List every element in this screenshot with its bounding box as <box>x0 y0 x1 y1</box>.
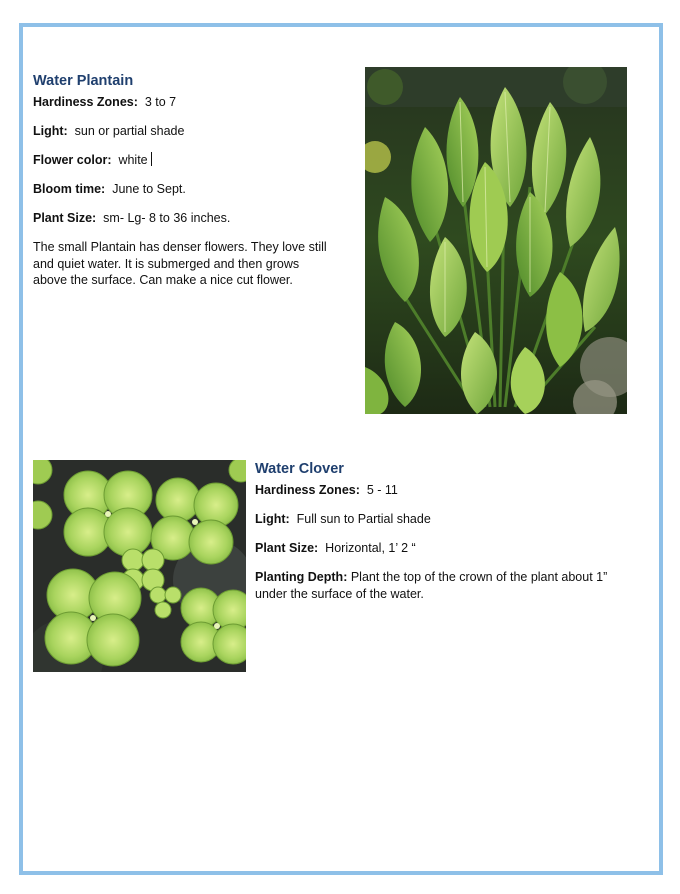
text-cursor <box>151 152 152 166</box>
plantain-hardiness-label: Hardiness Zones: <box>33 95 138 109</box>
plantain-bloom-time <box>33 181 186 197</box>
clover-plant-size <box>255 540 416 556</box>
clover-depth-label: Planting Depth: <box>255 570 348 584</box>
plantain-bloom-label: Bloom time: <box>33 182 106 196</box>
plantain-flower-value: white <box>118 153 148 167</box>
plantain-flower-color <box>33 152 152 168</box>
plantain-hardiness-value: 3 to 7 <box>144 95 177 109</box>
clover-depth-value-line2: under the surface of the water. <box>255 586 424 601</box>
plantain-hardiness <box>33 94 176 110</box>
clover-light-value: Full sun to Partial shade <box>296 512 431 526</box>
clover-size-label: Plant Size: <box>255 541 319 555</box>
plantain-bloom-value: June to Sept. <box>112 182 186 196</box>
clover-size-value: Horizontal, 1’ 2 “ <box>325 541 416 555</box>
plantain-light-value: sun or partial shade <box>74 124 185 138</box>
water-clover-photo <box>33 460 246 672</box>
plantain-plant-size <box>33 210 230 226</box>
clover-hardiness-label: Hardiness Zones: <box>255 483 360 497</box>
water-plantain-photo <box>365 67 627 414</box>
plantain-light-label: Light: <box>33 124 68 138</box>
clover-depth-value-line1: Plant the top of the crown of the plant about 1” <box>350 570 608 584</box>
plantain-description-line3: above the surface. Can make a nice cut flower. <box>33 273 293 287</box>
plantain-size-label: Plant Size: <box>33 211 97 225</box>
plantain-description <box>33 239 327 289</box>
plantain-title: Water Plantain <box>33 73 134 89</box>
clover-hardiness-value: 5 - 11 <box>366 483 398 497</box>
clover-title: Water Clover <box>255 461 344 477</box>
clover-hardiness <box>255 482 398 498</box>
plantain-flower-label: Flower color: <box>33 153 112 167</box>
clover-planting-depth <box>255 569 607 602</box>
clover-light-label: Light: <box>255 512 290 526</box>
clover-light <box>255 511 431 527</box>
plantain-light <box>33 123 184 139</box>
plantain-size-value: sm- Lg- 8 to 36 inches. <box>103 211 231 225</box>
plantain-description-line2: and quiet water. It is submerged and then grows <box>33 256 300 271</box>
plantain-description-line1: The small Plantain has denser flowers. They love still <box>33 240 327 254</box>
